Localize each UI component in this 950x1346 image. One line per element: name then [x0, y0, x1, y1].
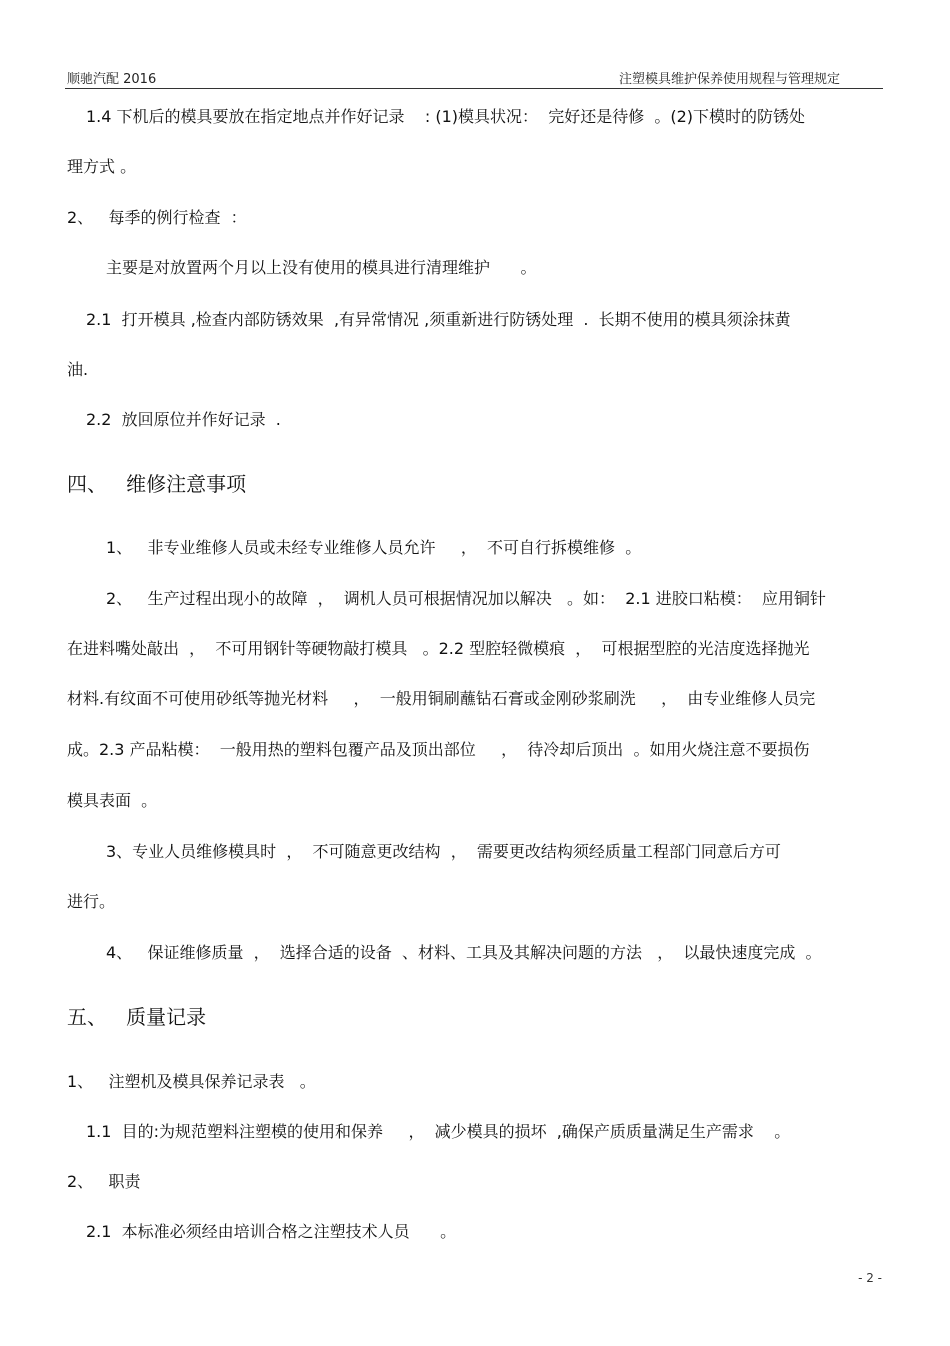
maintenance-item-2-line-3: 材料.有纹面不可使用砂纸等抛光材料 ， 一般用铜刷蘸钻石膏或金刚砂浆刷洗 ， 由专业维修人员完	[67, 689, 816, 708]
header-company-year: 顺驰汽配 2016	[67, 72, 157, 87]
header-divider	[65, 88, 883, 89]
item-2-quarterly-check-heading: 2、 每季的例行检查 ：	[67, 208, 247, 227]
paragraph-1-4-line-1: 1.4 下机后的模具要放在指定地点并作好记录 : (1)模具状况： 完好还是待修 。(2)下模时的防锈处	[86, 107, 806, 126]
header-document-title: 注塑模具维护保养使用规程与管理规定	[618, 72, 840, 87]
section-5-heading: 五、 质量记录	[67, 1005, 207, 1029]
paragraph-1-4-line-2: 理方式 。	[67, 157, 137, 176]
maintenance-item-1: 1、 非专业维修人员或未经专业维修人员允许 ， 不可自行拆模维修 。	[106, 538, 642, 557]
maintenance-item-2-line-2: 在进料嘴处敲出 ， 不可用钢针等硬物敲打模具 。2.2 型腔轻微模痕 ， 可根据型腔的光洁度选择抛光	[67, 639, 810, 658]
maintenance-item-2-line-5: 模具表面 。	[67, 791, 158, 810]
paragraph-2-2: 2.2 放回原位并作好记录 .	[86, 410, 281, 429]
section-4-heading: 四、 维修注意事项	[67, 472, 247, 496]
page-number: - 2 -	[858, 1271, 882, 1285]
quality-item-1-1: 1.1 目的:为规范塑料注塑模的使用和保养 ， 减少模具的损坏 ,确保产质质量满足生产需求 。	[86, 1122, 791, 1141]
paragraph-2-1-line-1: 2.1 打开模具 ,检查内部防锈效果 ,有异常情况 ,须重新进行防锈处理 . 长期不使用的模具须涂抹黄	[86, 310, 791, 329]
quality-item-1: 1、 注塑机及模具保养记录表 。	[67, 1072, 316, 1091]
maintenance-item-2-line-4: 成。2.3 产品粘模： 一般用热的塑料包覆产品及顶出部位 ， 待冷却后顶出 。如用火烧注意不要损伤	[67, 740, 810, 759]
maintenance-item-3-line-1: 3、专业人员维修模具时 ， 不可随意更改结构 ， 需要更改结构须经质量工程部门同意后方可	[106, 842, 781, 861]
quality-item-2-1: 2.1 本标准必须经由培训合格之注塑技术人员 。	[86, 1222, 457, 1241]
maintenance-item-4: 4、 保证维修质量 ， 选择合适的设备 、材料、工具及其解决问题的方法 ， 以最快速度完成 。	[106, 943, 822, 962]
quality-item-2: 2、 职责	[67, 1172, 141, 1191]
item-2-description: 主要是对放置两个月以上没有使用的模具进行清理维护 。	[106, 258, 537, 277]
paragraph-2-1-line-2: 油.	[67, 360, 89, 379]
maintenance-item-3-line-2: 进行。	[67, 892, 116, 911]
maintenance-item-2-line-1: 2、 生产过程出现小的故障 ， 调机人员可根据情况加以解决 。如： 2.1 进胶口粘模： 应用铜针	[106, 589, 826, 608]
